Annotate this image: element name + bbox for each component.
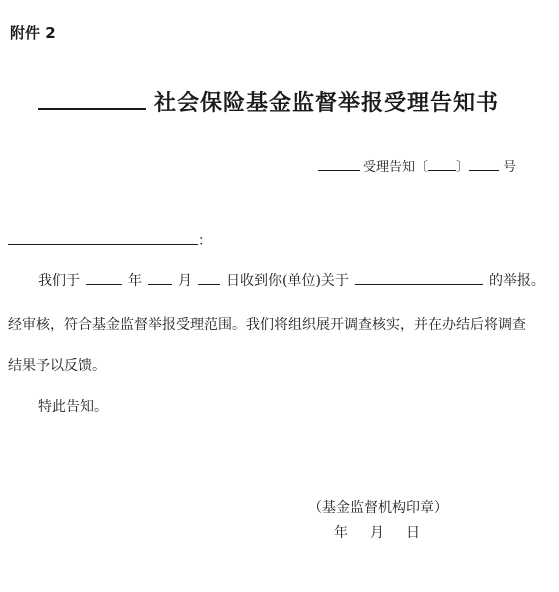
title-blank-field[interactable] bbox=[38, 86, 146, 110]
reference-number-blank[interactable] bbox=[469, 156, 499, 171]
document-title: 社会保险基金监督举报受理告知书 bbox=[154, 90, 500, 116]
month-blank[interactable] bbox=[148, 270, 172, 285]
report-subject-blank[interactable] bbox=[355, 270, 483, 285]
body-paragraph-1 bbox=[38, 270, 545, 290]
document-title-row bbox=[38, 86, 499, 117]
p1-month-label: 月 bbox=[178, 273, 192, 289]
addressee-line bbox=[8, 230, 212, 250]
addressee-blank[interactable] bbox=[8, 230, 198, 245]
date-month-label: 月 bbox=[370, 525, 384, 541]
body-paragraph-3: 结果予以反馈。 bbox=[8, 358, 106, 374]
day-blank[interactable] bbox=[198, 270, 220, 285]
addressee-colon: ： bbox=[198, 233, 212, 249]
date-day-label: 日 bbox=[406, 525, 420, 541]
reference-agency-blank[interactable] bbox=[318, 156, 360, 171]
year-blank[interactable] bbox=[86, 270, 122, 285]
date-year-label: 年 bbox=[334, 525, 348, 541]
reference-suffix: 号 bbox=[503, 160, 517, 175]
reference-year-blank[interactable] bbox=[428, 156, 456, 171]
reference-middle: 〕 bbox=[456, 160, 470, 175]
reference-prefix: 受理告知〔 bbox=[363, 160, 429, 175]
signature-date bbox=[334, 522, 420, 542]
attachment-label: 附件 2 bbox=[10, 24, 56, 42]
p1-intro: 我们于 bbox=[38, 273, 80, 289]
p1-day-received: 日收到你(单位)关于 bbox=[226, 273, 349, 289]
p1-tail: 的举报。 bbox=[488, 273, 545, 289]
seal-label: （基金监督机构印章） bbox=[308, 500, 448, 516]
p1-year-label: 年 bbox=[128, 273, 142, 289]
body-paragraph-4: 特此告知。 bbox=[38, 399, 108, 415]
body-paragraph-2: 经审核，符合基金监督举报受理范围。我们将组织展开调查核实，并在办结后将调查 bbox=[8, 317, 526, 333]
reference-number-row bbox=[318, 156, 516, 175]
